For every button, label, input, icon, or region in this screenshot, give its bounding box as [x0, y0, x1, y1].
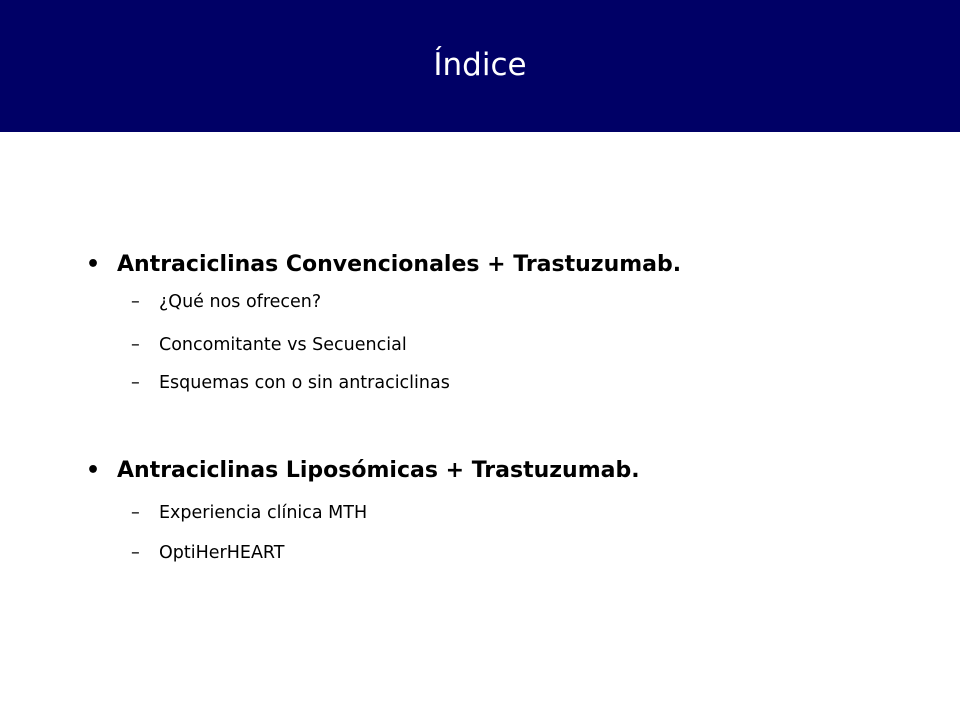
- bullet-item: [86, 454, 886, 488]
- sub-bullet-text: Experiencia clínica MTH: [159, 503, 368, 523]
- sub-bullet-item: [131, 332, 831, 358]
- sub-bullet-text: OptiHerHEART: [159, 543, 285, 563]
- bullet-marker: •: [86, 458, 101, 483]
- sub-bullet-item: [131, 289, 831, 315]
- sub-bullet-marker: –: [131, 335, 140, 355]
- sub-bullet-item: [131, 500, 831, 526]
- sub-bullet-marker: –: [131, 503, 140, 523]
- sub-bullet-marker: –: [131, 373, 140, 393]
- sub-bullet-text: Concomitante vs Secuencial: [159, 335, 407, 355]
- sub-bullet-marker: –: [131, 292, 140, 312]
- sub-bullet-text: ¿Qué nos ofrecen?: [159, 292, 322, 312]
- bullet-marker: •: [86, 252, 101, 277]
- sub-bullet-item: [131, 370, 831, 396]
- sub-bullet-text: Esquemas con o sin antraciclinas: [159, 373, 450, 393]
- sub-bullet-marker: –: [131, 543, 140, 563]
- bullet-heading: Antraciclinas Convencionales + Trastuzumab.: [117, 252, 682, 277]
- bullet-item: [86, 248, 886, 282]
- sub-bullet-item: [131, 540, 831, 566]
- bullet-heading: Antraciclinas Liposómicas + Trastuzumab.: [117, 458, 640, 483]
- slide-title: Índice: [433, 47, 527, 83]
